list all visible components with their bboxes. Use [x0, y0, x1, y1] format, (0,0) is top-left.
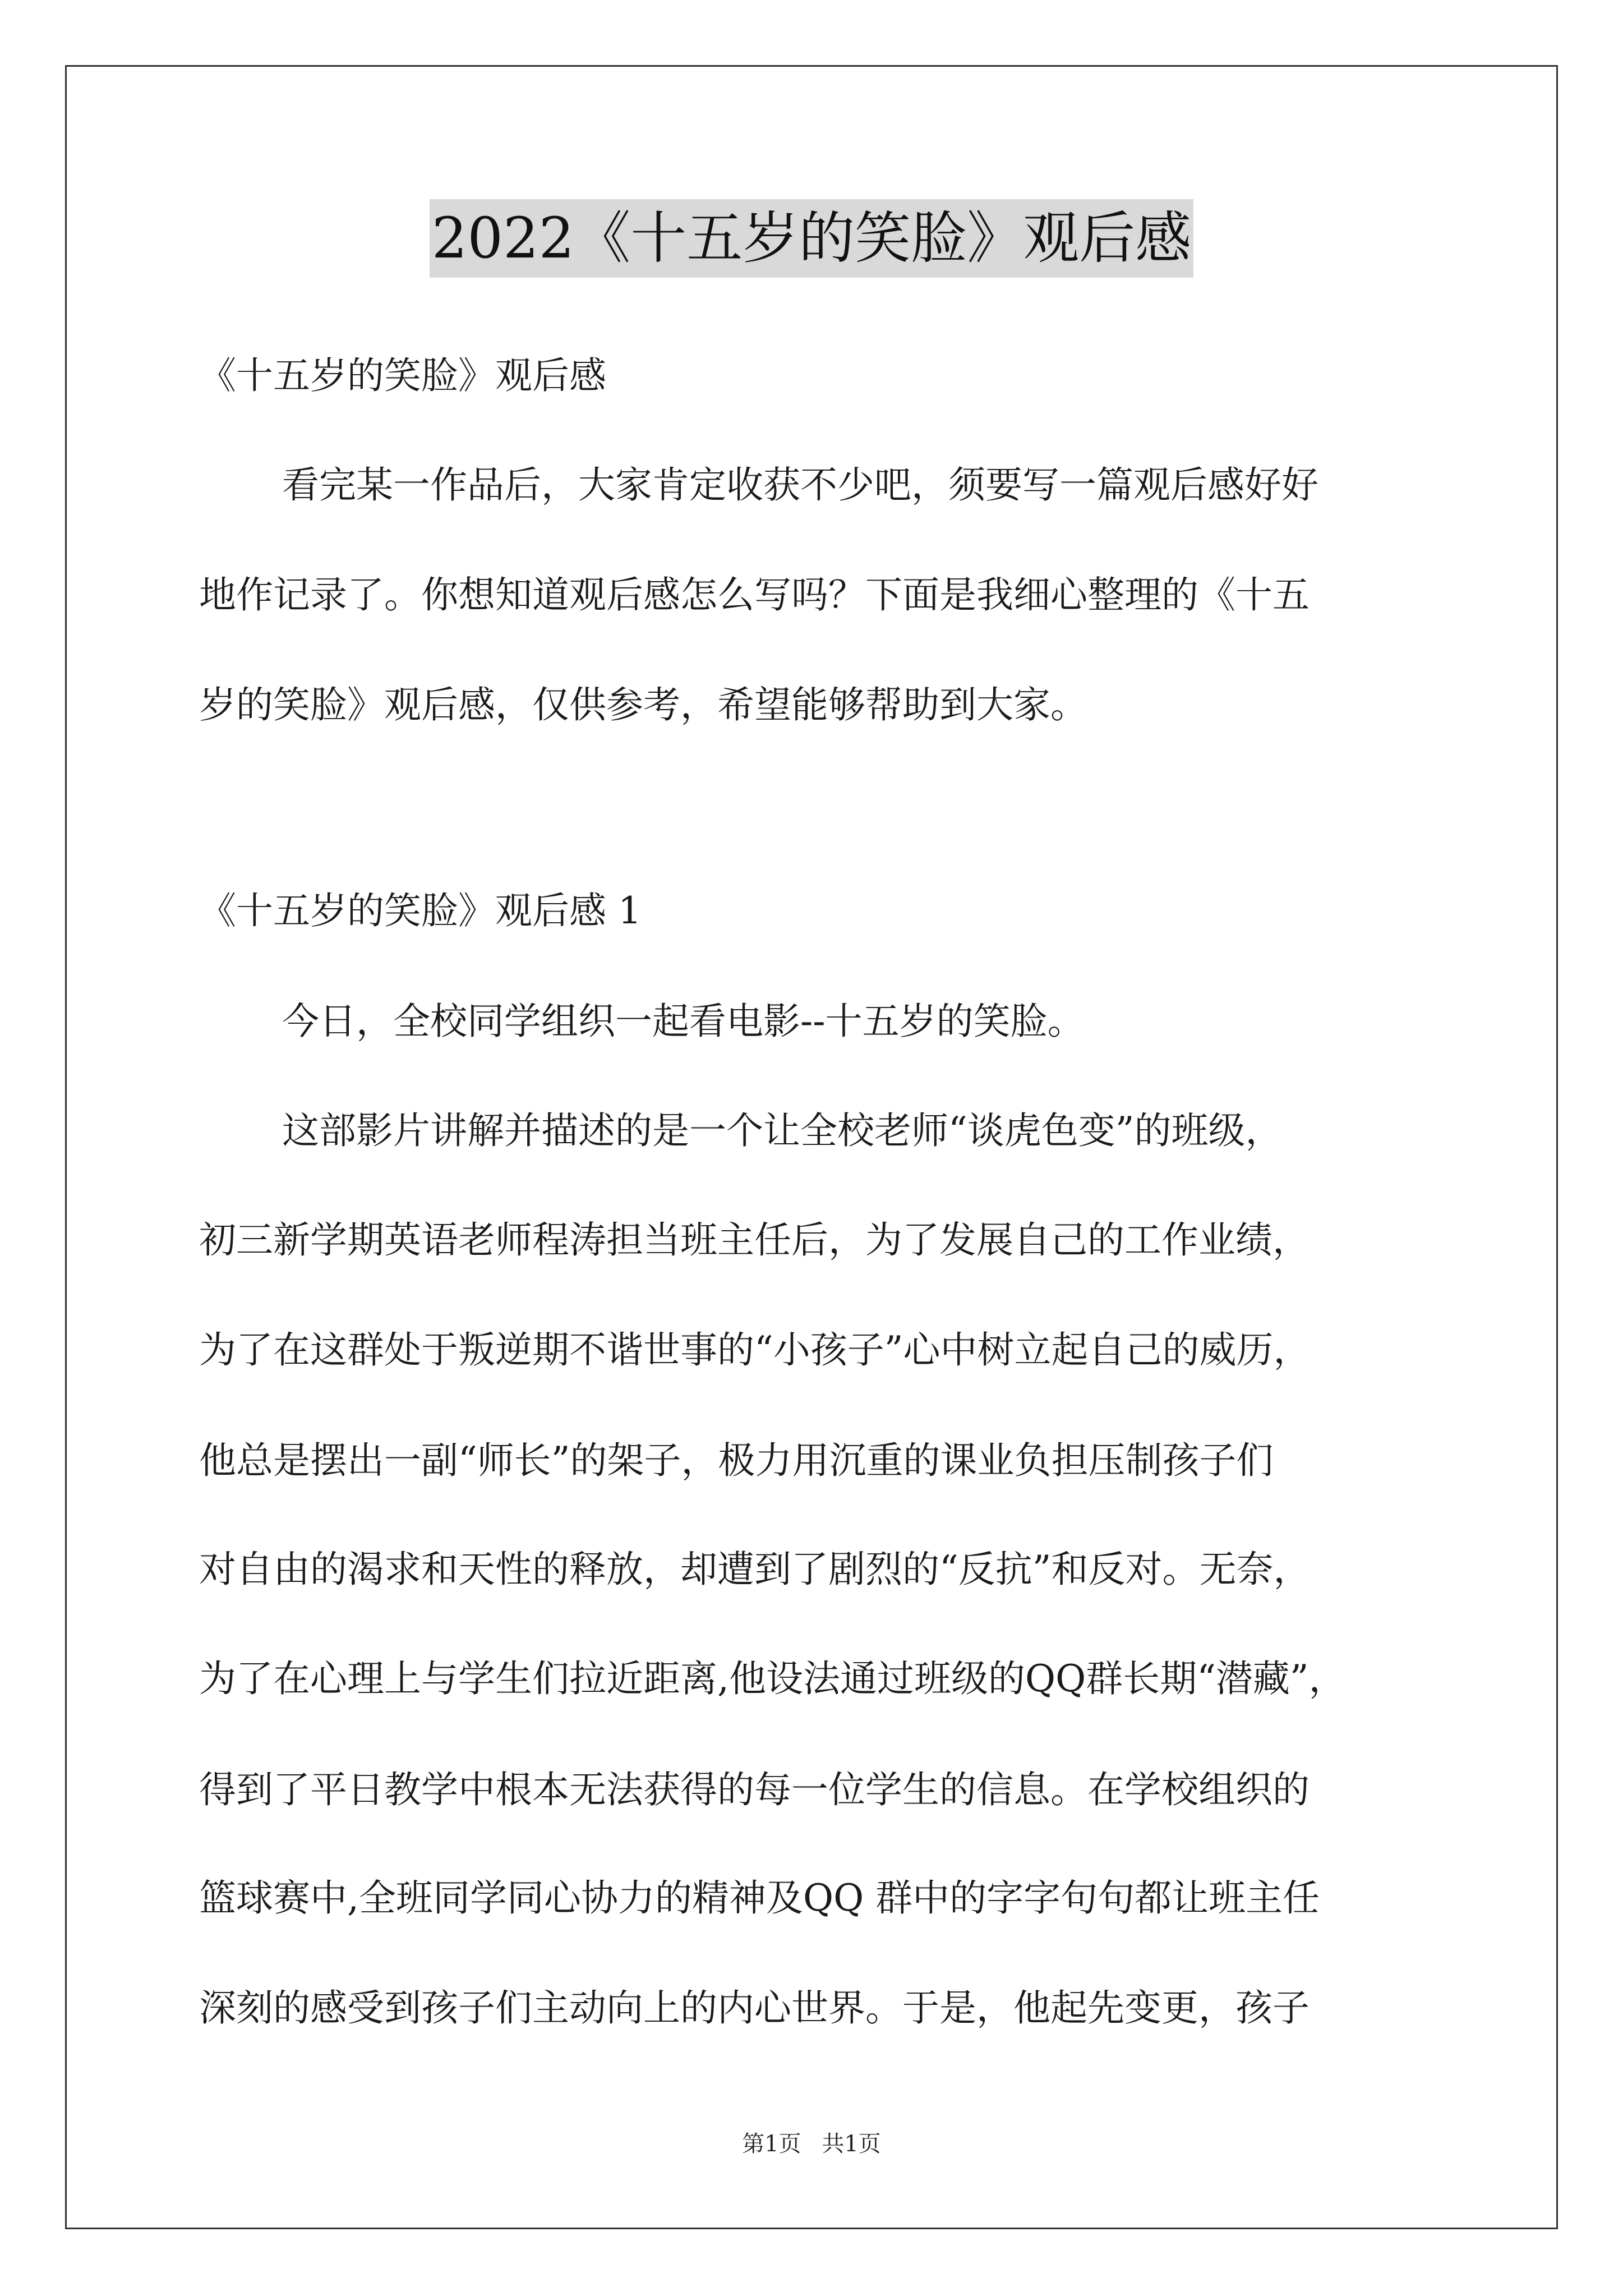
paragraph-line: 为了在心理上与学生们拉近距离,他设法通过班级的QQ群长期“潜藏”， [199, 1657, 1346, 1700]
paragraph-line: 这部影片讲解并描述的是一个让全校老师“谈虎色变”的班级， [282, 1109, 1283, 1152]
paragraph-line: 他总是摆出一副“师长”的架子，极力用沉重的课业负担压制孩子们 [199, 1439, 1274, 1482]
title-container [0, 199, 1623, 278]
page-total: 共1页 [822, 2131, 881, 2157]
page-number: 第1页 [742, 2131, 801, 2157]
paragraph-line: 得到了平日教学中根本无法获得的每一位学生的信息。在学校组织的 [199, 1768, 1310, 1811]
section-heading: 《十五岁的笑脸》观后感 [199, 354, 606, 397]
paragraph-line: 今日，全校同学组织一起看电影--十五岁的笑脸。 [282, 1000, 1085, 1043]
paragraph-line: 对自由的渴求和天性的释放，却遭到了剧烈的“反抗”和反对。无奈， [199, 1548, 1311, 1591]
paragraph-line: 篮球赛中,全班同学同心协力的精神及QQ 群中的字字句句都让班主任 [199, 1876, 1320, 1920]
paragraph-line: 岁的笑脸》观后感，仅供参考，希望能够帮助到大家。 [199, 683, 1087, 726]
paragraph-line: 看完某一作品后，大家肯定收获不少吧，须要写一篇观后感好好 [282, 463, 1318, 507]
page-footer [0, 2126, 1623, 2158]
paragraph-line: 地作记录了。你想知道观后感怎么写吗？下面是我细心整理的《十五 [199, 573, 1310, 616]
paragraph-line: 初三新学期英语老师程涛担当班主任后，为了发展自己的工作业绩， [199, 1218, 1310, 1262]
paragraph-line: 深刻的感受到孩子们主动向上的内心世界。于是，他起先变更，孩子 [199, 1986, 1310, 2030]
document-title: 2022《十五岁的笑脸》观后感 [430, 199, 1194, 278]
section-heading: 《十五岁的笑脸》观后感 1 [199, 889, 642, 932]
paragraph-line: 为了在这群处于叛逆期不谐世事的“小孩子”心中树立起自己的威历， [199, 1328, 1311, 1372]
